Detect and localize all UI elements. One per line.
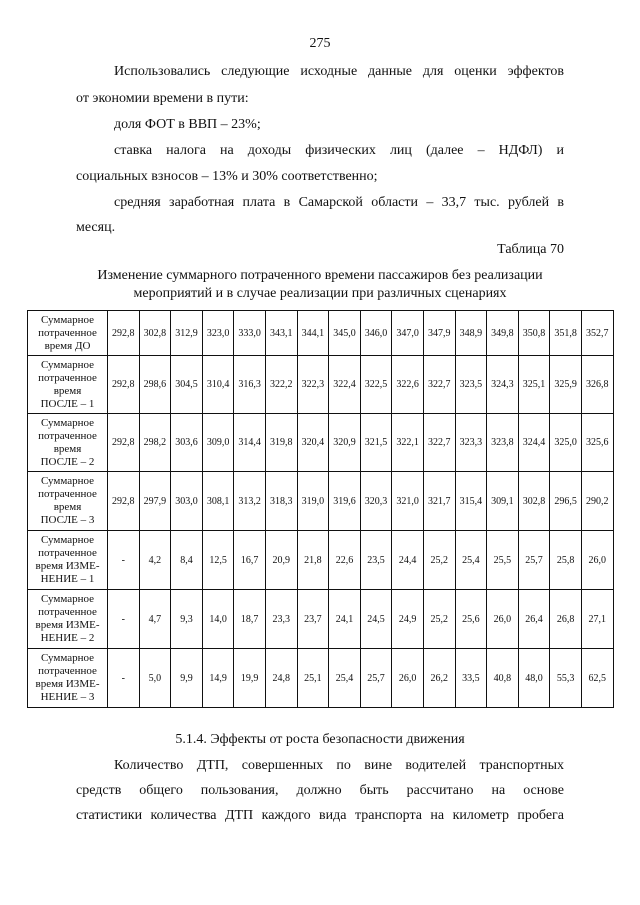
table-cell: 48,0 [518,649,550,708]
table-cell: 20,9 [265,531,297,590]
row-label-line: ПОСЛЕ – 3 [40,514,95,526]
table-cell: 308,1 [202,472,234,531]
bullet-2-line-2: социальных взносов – 13% и 30% соответственно; [76,169,378,184]
row-label [28,472,108,531]
row-label-line: потраченное [38,665,97,677]
row-label [28,311,108,356]
table-cell: 24,4 [392,531,424,590]
table-cell: 33,5 [455,649,487,708]
table-cell: 18,7 [234,590,266,649]
table-cell: 26,0 [487,590,519,649]
table-cell: 322,3 [297,356,329,414]
row-label [28,649,108,708]
table-cell: 320,3 [360,472,392,531]
table-cell: 22,6 [329,531,361,590]
row-label-line: потраченное [38,429,97,442]
table-cell: 319,0 [297,472,329,531]
table-cell: 26,2 [423,649,455,708]
table-cell: 5,0 [139,649,171,708]
table-cell: 313,2 [234,472,266,531]
table-cell: 292,8 [108,356,140,414]
section-para-line-3: статистики количества ДТП каждого вида транспорта на километр пробега [76,808,564,823]
table-cell: 348,9 [455,311,487,356]
table-cell: 333,0 [234,311,266,356]
row-label-line: время ДО [44,339,91,352]
table-row [28,531,614,590]
row-label [28,356,108,414]
table-cell: 347,9 [423,311,455,356]
table-cell: 321,5 [360,414,392,472]
table-cell: 325,0 [550,414,582,472]
table-cell: 316,3 [234,356,266,414]
table-cell: 349,8 [487,311,519,356]
table-cell: 9,3 [171,590,203,649]
table-cell: 352,7 [581,311,613,356]
row-label [28,590,108,649]
row-label-line: Суммарное [40,593,95,605]
table-cell: 343,1 [265,311,297,356]
section-title: 5.1.4. Эффекты от роста безопасности движения [175,732,465,747]
table-cell: 23,3 [265,590,297,649]
table-caption-line-2: мероприятий и в случае реализации при различных сценариях [133,286,507,301]
table-cell: 323,0 [202,311,234,356]
table-caption [60,267,580,303]
table-cell: 25,5 [487,531,519,590]
table-cell: 303,6 [171,414,203,472]
table-cell: 322,6 [392,356,424,414]
row-label-line: Суммарное [40,475,95,487]
table-cell: 40,8 [487,649,519,708]
table-cell: 302,8 [139,311,171,356]
table-cell: 23,7 [297,590,329,649]
table-cell: 302,8 [518,472,550,531]
table-cell: 14,0 [202,590,234,649]
table-cell: 322,1 [392,414,424,472]
table-cell: 324,3 [487,356,519,414]
bullet-3-line-2: месяц. [76,220,116,235]
table-cell: 298,2 [139,414,171,472]
row-label-line: время ИЗМЕ- [35,678,100,690]
table-cell: 322,2 [265,356,297,414]
table-cell: 321,7 [423,472,455,531]
table-cell: 4,7 [139,590,171,649]
table-cell: 25,1 [297,649,329,708]
table-cell: 24,1 [329,590,361,649]
row-label-line: потраченное [38,547,97,559]
intro-line-1: Использовались следующие исходные данные для оценки эффектов [114,64,564,79]
table-cell: 312,9 [171,311,203,356]
row-label [28,414,108,472]
row-label-line: время ИЗМЕ- [35,560,100,572]
table-cell: 325,6 [581,414,613,472]
table-cell: 25,7 [518,531,550,590]
table-cell: 323,5 [455,356,487,414]
section-para-line-1: Количество ДТП, совершенных по вине водителей транспортных [114,758,564,773]
table-cell: - [108,649,140,708]
table-cell: 319,6 [329,472,361,531]
row-label-line: Суммарное [40,652,95,664]
table-cell: 320,9 [329,414,361,472]
table-cell: 19,9 [234,649,266,708]
table-cell: - [108,531,140,590]
table-cell: - [108,590,140,649]
row-label-line: НЕНИЕ – 2 [40,632,95,644]
table-cell: 325,1 [518,356,550,414]
table-cell: 25,8 [550,531,582,590]
row-label-line: потраченное [38,371,97,384]
table-cell: 320,4 [297,414,329,472]
table-cell: 4,2 [139,531,171,590]
table-caption-line-1: Изменение суммарного потраченного времени пассажиров без реализации [97,268,543,283]
table-cell: 322,7 [423,414,455,472]
row-label-line: потраченное [38,606,97,618]
row-label-line: НЕНИЕ – 3 [40,691,95,703]
table-cell: 297,9 [139,472,171,531]
table-cell: 345,0 [329,311,361,356]
table-cell: 309,0 [202,414,234,472]
table-cell: 25,2 [423,531,455,590]
table-cell: 25,7 [360,649,392,708]
row-label-line: время [53,384,82,397]
row-label-line: Суммарное [40,534,95,546]
table-cell: 318,3 [265,472,297,531]
table-cell: 350,8 [518,311,550,356]
table-cell: 26,4 [518,590,550,649]
table-cell: 24,5 [360,590,392,649]
table-cell: 319,8 [265,414,297,472]
row-label-line: Суммарное [40,358,95,371]
table-cell: 23,5 [360,531,392,590]
table-cell: 323,8 [487,414,519,472]
row-label [28,531,108,590]
table-cell: 347,0 [392,311,424,356]
bullet-3-line-1: средняя заработная плата в Самарской области – 33,7 тыс. рублей в [114,195,564,210]
table-cell: 8,4 [171,531,203,590]
table-cell: 324,4 [518,414,550,472]
intro-line-2: от экономии времени в пути: [76,91,249,106]
table-row [28,472,614,531]
table-cell: 26,0 [581,531,613,590]
table-cell: 292,8 [108,311,140,356]
table-cell: 298,6 [139,356,171,414]
table-cell: 24,9 [392,590,424,649]
table-row [28,649,614,708]
table-cell: 309,1 [487,472,519,531]
table-cell: 322,7 [423,356,455,414]
table-cell: 21,8 [297,531,329,590]
table-row [28,414,614,472]
table-cell: 62,5 [581,649,613,708]
data-table [27,310,614,708]
row-label-line: Суммарное [40,416,95,429]
table-cell: 16,7 [234,531,266,590]
table-cell: 323,3 [455,414,487,472]
table-label: Таблица 70 [497,242,564,257]
table-cell: 303,0 [171,472,203,531]
table-cell: 25,6 [455,590,487,649]
table-cell: 12,5 [202,531,234,590]
table-cell: 26,0 [392,649,424,708]
section-para-line-2: средств общего пользования, должно быть рассчитано на основе [76,783,564,798]
table-cell: 346,0 [360,311,392,356]
table-cell: 292,8 [108,472,140,531]
table-cell: 25,4 [455,531,487,590]
row-label-line: потраченное [38,488,97,500]
table-cell: 322,4 [329,356,361,414]
table-row [28,311,614,356]
table-cell: 304,5 [171,356,203,414]
row-label-line: Суммарное [40,313,95,326]
table-cell: 27,1 [581,590,613,649]
page-number: 275 [309,36,331,51]
bullet-1: доля ФОТ в ВВП – 23%; [114,117,261,132]
row-label-line: потраченное [38,326,97,339]
table-cell: 25,2 [423,590,455,649]
table-cell: 315,4 [455,472,487,531]
table-row [28,590,614,649]
table-cell: 326,8 [581,356,613,414]
table-cell: 290,2 [581,472,613,531]
row-label-line: время ИЗМЕ- [35,619,100,631]
table-cell: 310,4 [202,356,234,414]
table-cell: 344,1 [297,311,329,356]
table-cell: 9,9 [171,649,203,708]
row-label-line: время [53,501,82,513]
row-label-line: ПОСЛЕ – 2 [40,455,95,468]
table-cell: 322,5 [360,356,392,414]
table-cell: 25,4 [329,649,361,708]
table-cell: 325,9 [550,356,582,414]
table-cell: 321,0 [392,472,424,531]
table-cell: 55,3 [550,649,582,708]
table-cell: 296,5 [550,472,582,531]
table-cell: 351,8 [550,311,582,356]
bullet-2-line-1: ставка налога на доходы физических лиц (далее – НДФЛ) и [114,143,564,158]
row-label-line: НЕНИЕ – 1 [40,573,95,585]
table-cell: 24,8 [265,649,297,708]
table-cell: 26,8 [550,590,582,649]
table-row [28,356,614,414]
table-cell: 314,4 [234,414,266,472]
row-label-line: время [53,442,82,455]
table-cell: 292,8 [108,414,140,472]
table-cell: 14,9 [202,649,234,708]
row-label-line: ПОСЛЕ – 1 [40,397,95,410]
